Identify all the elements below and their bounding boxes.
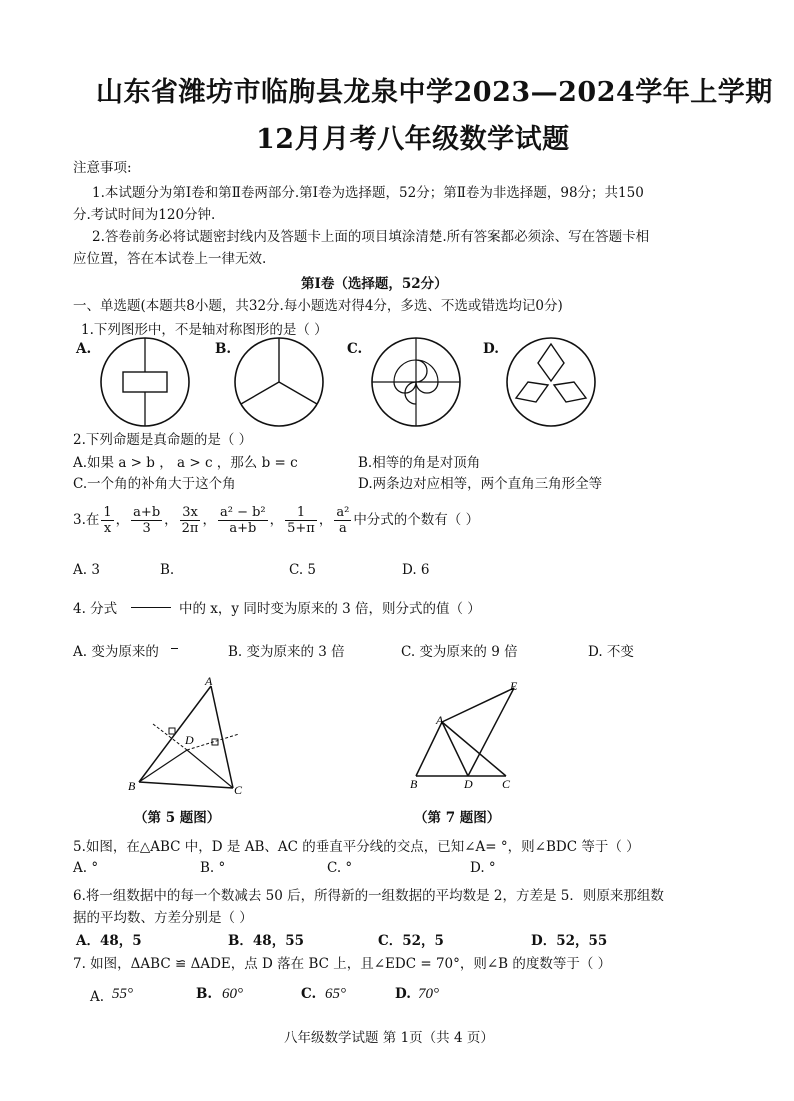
q2-option-b: B.相等的角是对顶角 [358, 455, 481, 471]
q4-fraction-bar [131, 607, 171, 608]
fig7-label-c: C [502, 777, 511, 791]
notice-heading: 注意事项: [73, 160, 132, 176]
q4-option-a-fraction-bar [171, 648, 178, 649]
q4-option-d: D. 不变 [588, 644, 634, 660]
fig5-label-b: B [128, 779, 136, 793]
fig7-label-d: D [464, 777, 473, 791]
q6-line1: 6.将一组数据中的每一个数减去 50 后，所得新的一组数据的平均数是 2，方差是 5．则原来那组数 [73, 888, 664, 904]
notice-item2-line2: 应位置，答在本试卷上一律无效. [73, 251, 267, 267]
q6-option-d: D．52，55 [531, 933, 608, 949]
q6-option-b: B．48，55 [228, 933, 304, 949]
q1-option-d-label: D. [483, 341, 499, 357]
section1-instructions: 一、单选题(本题共8小题，共32分.每小题选对得4分，多选、不选或错选均记0分) [73, 298, 563, 314]
q6-line2: 据的平均数、方差分别是（ ） [73, 910, 253, 926]
q7-option-a-label: A. [90, 989, 105, 1005]
q2-option-c: C.一个角的补角大于这个角 [73, 476, 236, 492]
q5-option-b: B. ° [200, 860, 226, 876]
q3-expression-line: 3.在 $\frac{1}{x}$ ， $\frac{a+b}{3}$ ， $\frac{3x}{2\pi}$ ， $\frac{\text{a² − b²}}{a+b}$ ， $\frac{1}{5+\pi}$ ， $\frac{\text{a²}}{a}$ 中分式的个数有（ ） [73, 505, 480, 536]
fig7-label-a: A [436, 713, 444, 727]
q3-lead: 3.在 [73, 512, 100, 528]
q4-option-c: C. 变为原来的 9 倍 [401, 644, 518, 660]
exam-title-line2: 12月月考八年级数学试题 [256, 124, 570, 155]
q7-option-d-label: D. [395, 986, 411, 1002]
q1-option-c-label: C. [347, 341, 363, 357]
q3-tail: 中分式的个数有（ ） [353, 512, 480, 528]
figure-q7-caption: （第 7 题图） [414, 810, 501, 826]
q5-option-d: D. ° [470, 860, 496, 876]
q7-option-a-value: 55° [112, 986, 133, 1002]
q1-option-a-label: A. [76, 341, 92, 357]
q2-option-d: D.两条边对应相等，两个直角三角形全等 [358, 476, 603, 492]
q2-option-a: A.如果 a > b ， a > c ，那么 b = c [73, 455, 298, 471]
q1-figure-a [99, 336, 191, 428]
q5-option-c: C. ° [327, 860, 353, 876]
section1-heading: 第Ⅰ卷（选择题，52分） [301, 276, 448, 292]
q3-frac-2: $\frac{a+b}{3}$ [133, 505, 161, 536]
q3-frac-1: $\frac{1}{x}$ [103, 505, 112, 536]
q3-option-d: D. 6 [402, 562, 430, 578]
q1-figure-b [233, 336, 325, 428]
q4-stem-a: 4. 分式 [73, 601, 118, 617]
q7-stem: 7. 如图，ΔABC ≌ ΔADE，点 D 落在 BC 上，且∠EDC = 70°，则∠B 的度数等于（ ） [73, 956, 612, 972]
notice-item2-line1: 2.答卷前务必将试题密封线内及答题卡上面的项目填涂清楚.所有答案都必须涂、写在答题卡相 [92, 229, 650, 245]
q1-figure-c [369, 336, 463, 428]
q3-frac-3: $\frac{3x}{2\pi}$ [181, 505, 199, 536]
q7-option-c-label: C. [301, 986, 317, 1002]
notice-item1-line1: 1.本试题分为第Ⅰ卷和第Ⅱ卷两部分.第Ⅰ卷为选择题，52分；第Ⅱ卷为非选择题，98分；共150 [92, 185, 644, 201]
q6-option-a: A．48，5 [76, 933, 142, 949]
q1-figure-d [504, 336, 598, 428]
q4-option-b: B. 变为原来的 3 倍 [228, 644, 345, 660]
q5-stem: 5.如图，在△ABC 中，D 是 AB、AC 的垂直平分线的交点，已知∠A= °，则∠BDC 等于（ ） [73, 839, 640, 855]
fig5-label-c: C [234, 783, 243, 797]
exam-title-line1: 山东省潍坊市临朐县龙泉中学2023—2024学年上学期 [96, 77, 773, 108]
q4-stem-b: 中的 x，y 同时变为原来的 3 倍，则分式的值（ ） [179, 601, 481, 617]
q7-option-d-value: 70° [418, 986, 439, 1002]
q1-option-b-label: B. [215, 341, 232, 357]
fig5-label-d: D [185, 733, 194, 747]
q3-option-b: B. [160, 562, 175, 578]
q7-option-c-value: 65° [325, 986, 346, 1002]
q2-stem: 2.下列命题是真命题的是（ ） [73, 432, 253, 448]
q1-stem: 1.下列图形中，不是轴对称图形的是（ ） [81, 322, 328, 338]
figure-q5 [125, 672, 255, 800]
fig7-label-b: B [410, 777, 418, 791]
q4-option-a: A. 变为原来的 [73, 644, 159, 660]
q3-frac-6: $\frac{\text{a²}}{a}$ [336, 505, 350, 536]
q6-option-c: C．52，5 [378, 933, 444, 949]
page-footer: 八年级数学试题 第 1页（共 4 页） [284, 1030, 494, 1046]
figure-q5-caption: （第 5 题图） [134, 810, 221, 826]
fig5-label-a: A [205, 674, 213, 688]
q3-frac-4: $\frac{\text{a² − b²}}{a+b}$ [219, 505, 266, 536]
q5-option-a: A. ° [73, 860, 99, 876]
notice-item1-line2: 分.考试时间为120分钟. [73, 207, 216, 223]
fig7-label-e: E [510, 679, 518, 693]
figure-q7 [404, 676, 534, 794]
q7-option-b-value: 60° [222, 986, 243, 1002]
q3-option-c: C. 5 [289, 562, 317, 578]
q3-option-a: A. 3 [73, 562, 100, 578]
q7-option-b-label: B. [196, 986, 213, 1002]
q3-frac-5: $\frac{1}{5+\pi}$ [287, 505, 315, 536]
